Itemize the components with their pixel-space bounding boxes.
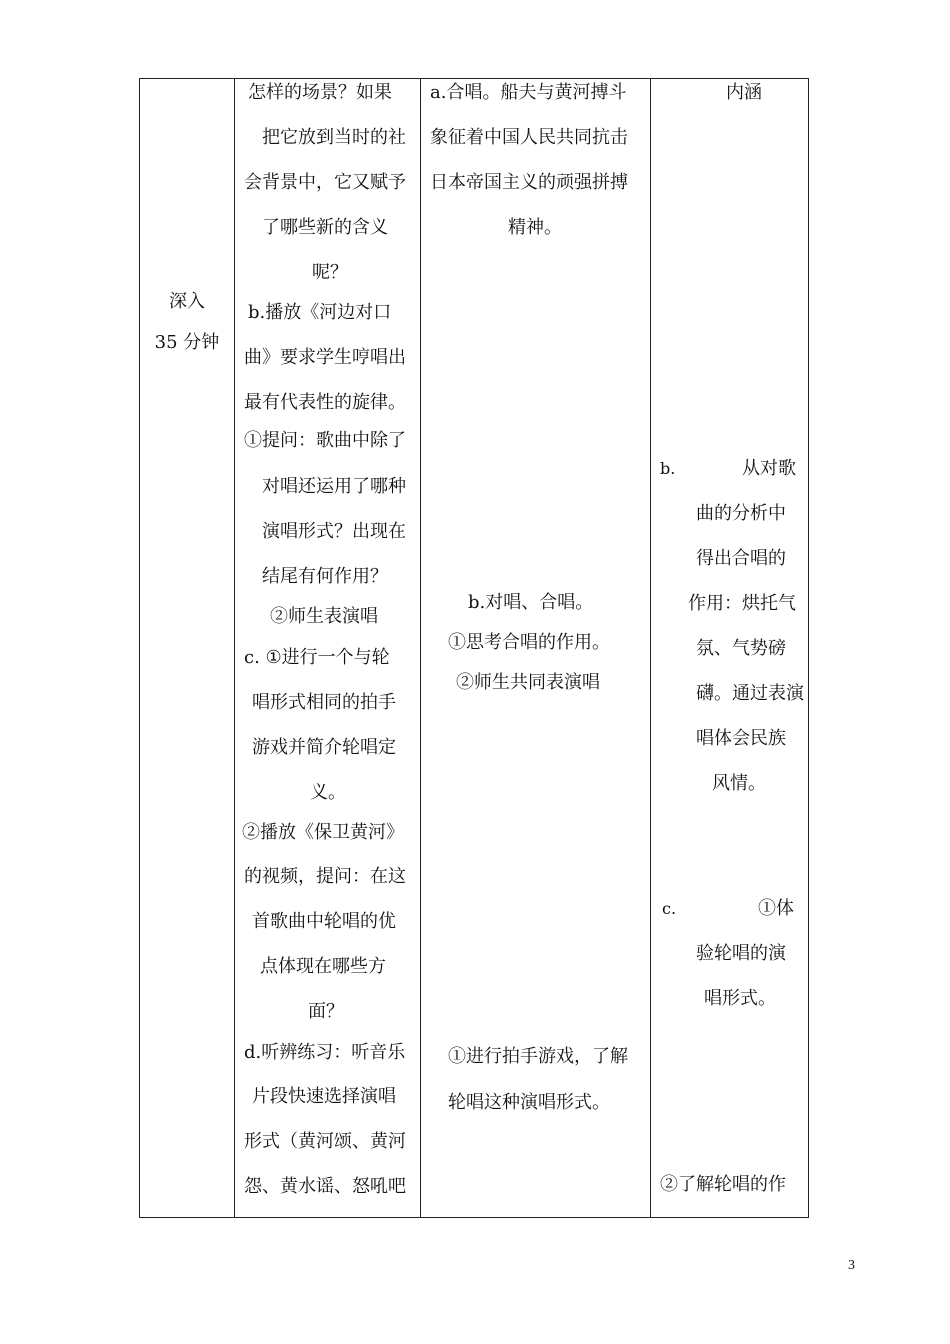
text-line: b. (660, 459, 676, 478)
stage-label: 深入 (169, 291, 205, 312)
text-line: 日本帝国主义的顽强拼搏 (430, 172, 628, 193)
text-line: 曲的分析中 (696, 503, 786, 524)
design-intent-cell (650, 79, 808, 1217)
text-line: 验轮唱的演 (696, 943, 786, 964)
text-line: 象征着中国人民共同抗击 (430, 127, 628, 148)
text-line: 了哪些新的含义 (262, 217, 388, 238)
text-line: ②播放《保卫黄河》 (242, 822, 404, 843)
text-line: 曲》要求学生哼唱出 (244, 347, 406, 368)
text-line: d.听辨练习：听音乐 (244, 1042, 406, 1063)
page-number: 3 (848, 1258, 855, 1273)
text-line: 形式（黄河颂、黄河 (244, 1131, 406, 1152)
text-line: ②师生表演唱 (270, 606, 378, 627)
text-line: 轮唱这种演唱形式。 (448, 1092, 610, 1113)
text-line: 义。 (310, 782, 346, 803)
text-line: ①思考合唱的作用。 (448, 632, 610, 653)
teacher-activity-cell (234, 79, 420, 1217)
text-line: 唱形式相同的拍手 (252, 692, 396, 713)
text-line: 首歌曲中轮唱的优 (252, 911, 396, 932)
text-line: 片段快速选择演唱 (252, 1086, 396, 1107)
text-line: 得出合唱的 (696, 548, 786, 569)
text-line: 礴。通过表演 (696, 683, 804, 704)
text-line: 内涵 (726, 82, 762, 103)
text-line: 怎样的场景？如果 (248, 82, 392, 103)
text-line: 唱体会民族 (696, 728, 786, 749)
text-line: 氛、气势磅 (696, 638, 786, 659)
text-line: c. (662, 899, 677, 918)
text-line: 精神。 (508, 217, 562, 238)
text-line: 风情。 (712, 773, 766, 794)
text-line: ②了解轮唱的作 (660, 1174, 786, 1195)
stage-duration: 35 分钟 (154, 332, 220, 353)
lesson-plan-table (139, 78, 809, 1218)
text-line: 最有代表性的旋律。 (244, 392, 406, 413)
text-line: b.对唱、合唱。 (468, 592, 594, 613)
text-line: c. ①进行一个与轮 (244, 647, 390, 668)
text-line: ②师生共同表演唱 (456, 672, 600, 693)
text-line: 结尾有何作用？ (262, 566, 388, 587)
text-line: 对唱还运用了哪种 (262, 476, 406, 497)
text-line: 游戏并简介轮唱定 (252, 737, 396, 758)
text-line: 作用：烘托气 (688, 593, 796, 614)
stage-cell (140, 79, 234, 1217)
text-line: b.播放《河边对口 (248, 302, 392, 323)
student-activity-cell (420, 79, 650, 1217)
text-line: 把它放到当时的社 (262, 127, 406, 148)
text-line: 呢？ (312, 262, 348, 283)
text-line: ①提问：歌曲中除了 (244, 430, 406, 451)
text-line: 怨、黄水谣、怒吼吧 (244, 1176, 406, 1197)
text-line: a.合唱。船夫与黄河搏斗 (430, 82, 627, 103)
text-line: ①进行拍手游戏，了解 (448, 1046, 628, 1067)
text-line: 会背景中，它又赋予 (244, 172, 406, 193)
text-line: 的视频，提问：在这 (244, 866, 406, 887)
text-line: 演唱形式？出现在 (262, 521, 406, 542)
text-line: ①体 (758, 898, 794, 919)
text-line: 点体现在哪些方 (260, 956, 386, 977)
text-line: 从对歌 (742, 458, 796, 479)
text-line: 唱形式。 (704, 988, 776, 1009)
text-line: 面？ (308, 1001, 344, 1022)
